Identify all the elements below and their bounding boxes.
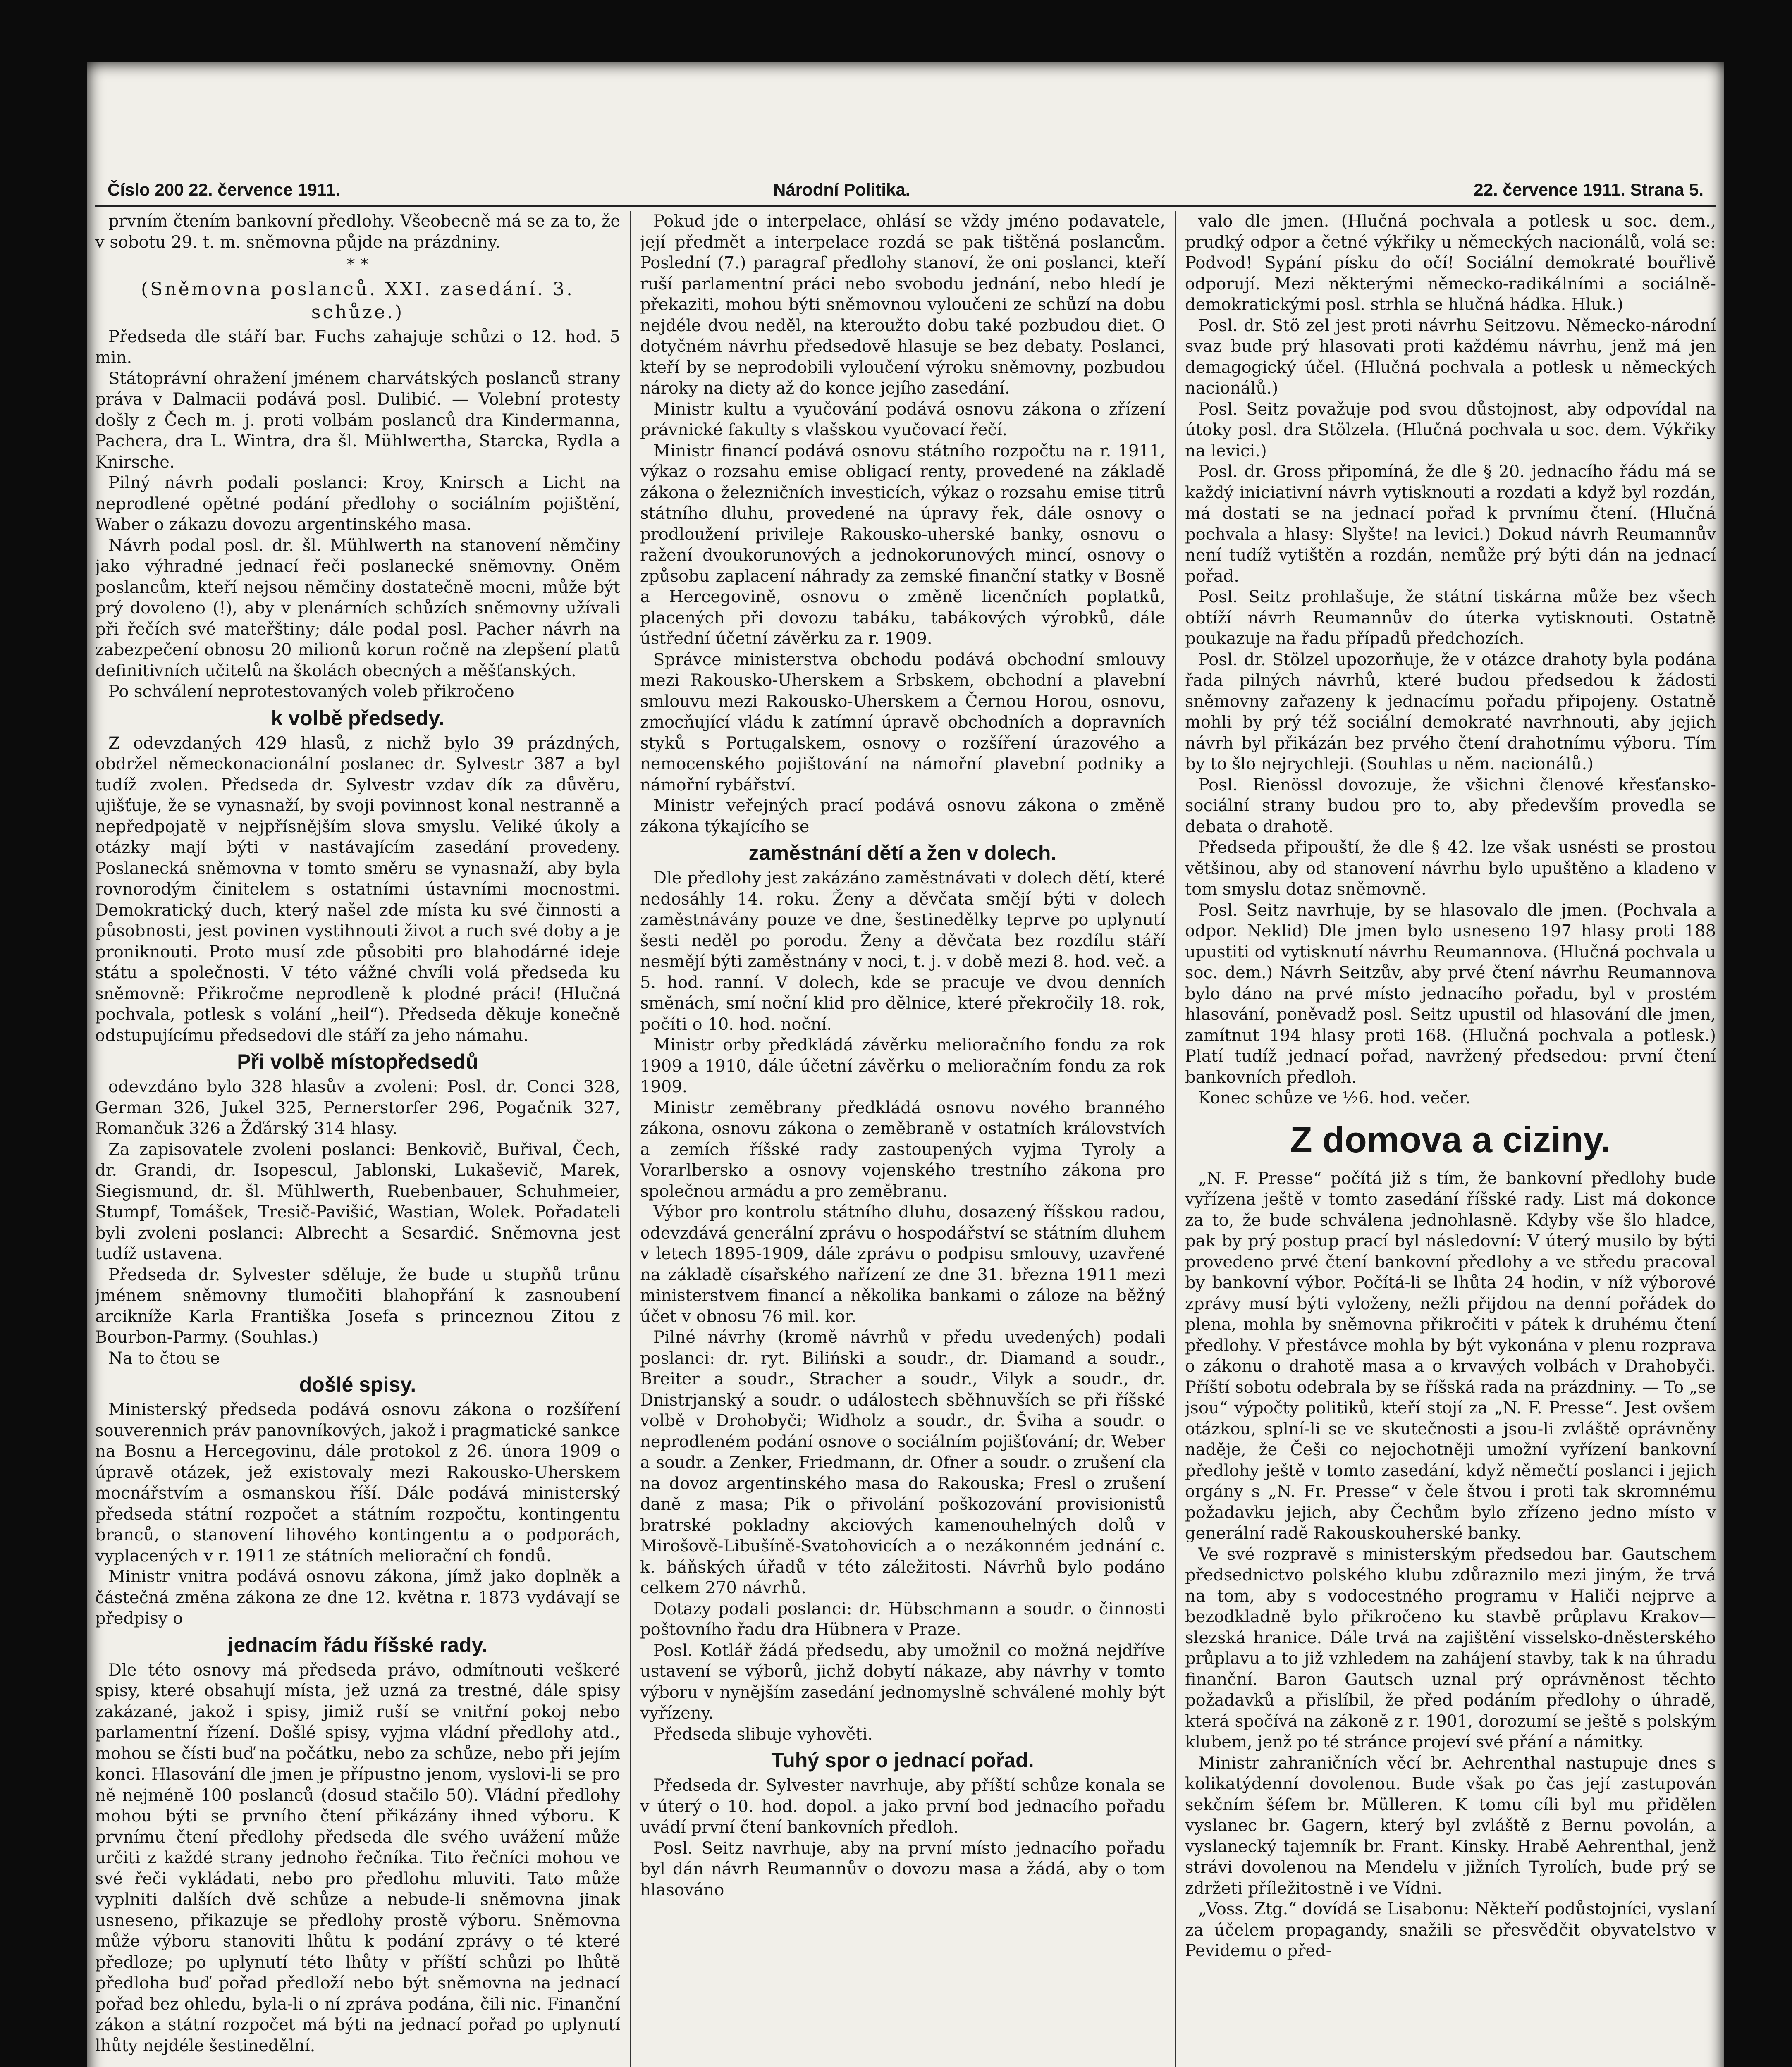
paragraph: Posl. Kotlář žádá předsedu, aby umožnil co možná nejdříve ustavení se výborů, jichž dobytí nákaze, aby návrhy v tomto výboru v nynějším zasedání jednomyslně schválené mohly být vyřízeny.	[640, 1641, 1165, 1723]
paragraph: Ministr zahraničních věcí br. Aehrenthal nastupuje dnes s kolikatýdenní dovolenou. Bude však po čas její zastupován sekčním šéfem br. Mülleren. K tomu cíli byl mu přidělen vyslanec br. Gagern, který byl zvláště z Bernu povolán, a vyslanecký tajemník br. Frant. Kinsky. Hrabě Aehrenthal, jenž strávi dovolenou na Mendelu v jižních Tyrolích, bude prý se zdržeti příležitostně i ve Vídni.	[1185, 1753, 1716, 1898]
paragraph: Posl. Rienössl dovozuje, že všichni členové křesťansko-sociální strany budou pro to, aby především provedla se debata o drahotě.	[1185, 775, 1716, 836]
masthead-title: Národní Politika.	[773, 180, 910, 199]
paragraph: Ministr kultu a vyučování podává osnovu zákona o zřízení právnické fakulty s vlašskou vyučovací řečí.	[640, 399, 1165, 439]
paragraph: Návrh podal posl. dr. šl. Mühlwerth na stanovení němčiny jako výhradné jednací řeči poslanecké sněmovny. Oněm poslancům, kteří nejsou němčiny dostatečně mocni, může být prý dovoleno (!), aby v plenárních schůzích sněmovny užívali při řečích své mateřštiny; dále podal posl. Pacher návrh na zabezpečení obnosu 20 milionů korun ročně na zlepšení platů definitivních učitelů na školách obecných a měšťanských.	[95, 536, 620, 680]
paragraph: Předseda dr. Sylvester sděluje, že bude u stupňů trůnu jménem sněmovny tlumočiti blahopřání k zasnoubení arcikníže Karla Františka Josefa s princeznou Zitou z Bourbon-Parmy. (Souhlas.)	[95, 1265, 620, 1347]
paragraph: Po schválení neprotestovaných voleb přikročeno	[108, 682, 514, 701]
section-heading: došlé spisy.	[299, 1373, 416, 1396]
paragraph: Ministr financí podává osnovu státního rozpočtu na r. 1911, výkaz o rozsahu emise obligací renty, provedené na základě zákona o železničních investicích, výkaz o rozsahu emise titrů státního dluhu, provedené na úpravy řek, dále osnovy o prodloužení privileje Rakousko-uherské banky, osnovu o ražení dvoukorunových a jednokorunových mincí, osnovy o způsobu zaplacení náhrady za zemské finanční statky v Bosně a Hercegovině, osnovu o změně licenčních poplatků, placených při dovozu tabáku, tabákových výrobků, dále ústřední účetní závěrku za r. 1909.	[640, 441, 1165, 648]
column-1	[95, 211, 620, 2067]
paragraph: Pilné návrhy (kromě návrhů v předu uvedených) podali poslanci: dr. ryt. Biliński a soudr., dr. Diamand a soudr., Breiter a soudr., Stracher a soudr., Vilyk a soudr., dr. Dnistrjanský a soudr. o událostech sběhnuvších se při říšské volbě v Drohobyči; Widholz a soudr., dr. Šviha a soudr. o neprodleném podání osnove o sociálním pojišťování; dr. Weber a soudr. a Zenker, Friedmann, dr. Ofner a soudr. o zrušení cla na dovoz argentinského masa do Rakouska; Fresl o zrušení daně z masa; Pik o přivolání poškozování provisionistů bratrské pokladny akciových kamenouhelných dolů v Mirošově-Libušíně-Svatohovicích a o nezákonném jednání c. k. báňských úřadů v této záležitosti. Návrhů bylo podáno celkem 270 návrhů.	[640, 1328, 1165, 1597]
paragraph: Předseda dr. Sylvester navrhuje, aby příští schůze konala se v úterý o 10. hod. dopol. a jako první bod jednacího pořadu uvádí první čtení bankovních předloh.	[640, 1776, 1165, 1837]
paragraph: Pokud jde o interpelace, ohlásí se vždy jméno podavatele, její předmět a interpelace rozdá se pak tištěná poslancům. Poslední (7.) paragraf předlohy stanoví, že oni poslanci, kteří ruší parlamentní práci nebo svobodu jednání, nebo hledí je překaziti, mohou býti sněmovnou vyloučeni ze schůzí na dobu nejdéle dvou neděl, na kteroužto dobu také pozbudou diet. O dotyčném návrhu předsedově hlasuje se bez debaty. Poslanci, kteří by se neprodobili vyloučení výroku sněmovny, pozbudou nároky na diety až do konce jejího zasedání.	[640, 212, 1165, 398]
paragraph: Na to čtou se	[108, 1349, 220, 1368]
paragraph: Ve své rozpravě s ministerským předsedou bar. Gautschem předsednictvo polského klubu zdůraznilo mezi jiným, že trvá na tom, aby s vodocestného programu v Haliči nejprve a bezodkladně bylo přikročeno ku stavbě průplavu Krakov—slezská hranice. Dále trvá na zajištění visselsko-dněsterského průplavu a to již vzhledem na zahájení stavby, tak k na úhradu finanční. Baron Gautsch uznal prý oprávněnost těchto požadavků a přislíbil, že před podáním předlohy o úhradě, která spočívá na zákoně z r. 1901, dorozumí se ještě s polským klubem, jenž po té stránce projeví své přání a námitky.	[1185, 1544, 1716, 1752]
paragraph: Posl. dr. Stölzel upozorňuje, že v otázce drahoty byla podána řada pilných návrhů, které budou předsedou k žádosti sněmovny zařazeny k jednacímu pořadu připojeny. Ostatně mohli by prý též sociální demokraté navrhnouti, aby jejich návrh byl přikázán bez prvého čtení drahotnímu výboru. Tím by to šlo nejrychleji. (Souhlas u něm. nacionálů.)	[1185, 650, 1716, 773]
newspaper-page	[87, 62, 1724, 2067]
paragraph: Posl. Seitz navrhuje, aby na první místo jednacího pořadu byl dán návrh Reumannův o dovozu masa a žádá, aby o tom hlasováno	[640, 1838, 1165, 1900]
section-heading: k volbě předsedy.	[271, 706, 444, 730]
paragraph: Dle předlohy jest zakázáno zaměstnávati v dolech dětí, které nedosáhly 14. roku. Ženy a děvčata smějí býti v dolech zaměstnávány pouze ve dne, šestinedělky teprve po uplynutí šesti neděl po porodu. Ženy a děvčata bez rozdílu stáří nesmějí býti zaměstnány v noci, t. j. v době mezi 8. hod. več. a 5. hod. ranní. V dolech, kde se pracuje ve dvou denních směnách, smí noční klid pro dělnice, které překročily 18. rok, počíti o 10. hod. noční.	[640, 869, 1165, 1034]
paragraph: Správce ministerstva obchodu podává obchodní smlouvy mezi Rakousko-Uherskem a Srbskem, obchodní a plavební smlouvu mezi Rakousko-Uherskem a Černou Horou, osnovu, zmocňující vládu k zatímní úpravě obchodních a dopravních styků s Portugalskem, osnovy o rozšíření úrazového a nemocenského pojištování na námořní plavební podniky a námořní rybářství.	[640, 650, 1165, 795]
column-rule	[630, 211, 631, 2067]
paragraph: Dle této osnovy má předseda právo, odmítnouti veškeré spisy, které obsahují místa, jež uzná za trestné, dále spisy zakázané, jakož i spisy, jimiž ruší se vnitřní pokoj nebo parlamentní řízení. Došlé spisy, vyjma vládní předlohy atd., mohou se čísti buď na počátku, nebo za schůze, nebo při jejím konci. Hlasování dle jmen je přípustno jenom, vyslovi-li se pro ně nejméně 100 poslanců (dosud stačilo 50). Vládní předlohy mohou býti se prvního čtení přikázány ihned výboru. K prvnímu čtení předlohy předseda dle svého uvážení může určiti z každé strany jednoho řečníka. Tito řečníci mohou ve své řeči vykládati, nebo pro předlohu mluviti. Tato může vyplniti dalších dvě schůze a nebude-li sněmovna jinak usneseno, přikazuje se předlohy prostě výboru. Sněmovna může výboru stanoviti lhůtu k podání zprávy o té které předloze; po uplynutí této lhůty v příští schůzi po lhůtě předloha buď pořad předloží nebo být sněmovna na jednací pořad bez ohledu, byla-li o ní zpráva podána, čili nic. Finanční zákon a státní rozpočet má býti na jednací pořad po uplynutí lhůty nejdéle šestinedělní.	[95, 1660, 620, 2055]
separator-stars: * *	[346, 255, 369, 274]
paragraph: odevzdáno bylo 328 hlasův a zvoleni: Posl. dr. Conci 328, German 326, Jukel 325, Pernerstorfer 296, Pogačnik 327, Romančuk 326 a Žďárský 314 hlasy.	[95, 1077, 620, 1138]
paragraph: „Voss. Ztg.“ dovídá se Lisabonu: Někteří podůstojníci, vyslaní za účelem propagandy, snažili se přesvědčit obyvatelstvo v Pevidemu o před-	[1185, 1900, 1716, 1960]
paragraph: Posl. Seitz navrhuje, by se hlasovalo dle jmen. (Pochvala a odpor. Neklid) Dle jmen bylo usneseno 197 hlasy proti 188 upustiti od vytisknutí návrhu Reumannova. (Hlučná pochvala u soc. dem.) Návrh Seitzův, aby prvé čtení návrhu Reumannova bylo dáno na prvé místo jednacího pořadu, byl v prostém hlasování, poněvadž posl. Seitz upustil od hlasování dle jmen, zamítnut 194 hlasy proti 168. (Hlučná pochvala a potlesk.) Platí tudíž jednací pořad, navržený předsedou: první čtení bankovních předloh.	[1185, 900, 1716, 1087]
paragraph: Konec schůze ve ½6. hod. večer.	[1198, 1088, 1471, 1107]
session-heading: (Sněmovna poslanců. XXI. zasedání. 3. schůze.)	[141, 278, 574, 323]
paragraph: „N. F. Presse“ počítá již s tím, že bankovní předlohy bude vyřízena ještě v tomto zasedání říšské rady. List má dokonce za to, že bude schválena jednohlasně. Kdyby vše šlo hladce, pak by prý postup prací byl následovní: V úterý musilo by býti provedeno prvé čtení bankovní předlohy a ve středu pracoval by bankovní výbor. Počítá-li se lhůta 24 hodin, v níž výborové zprávy musí býti vyloženy, nežli přijdou na denní pořádek do plena, mohla by sněmovna přikročiti v pátek k druhému čtení předlohy. V přestávce mohla by být vykonána v plenu rozprava o zákonu o drahotě masa a o krvavých volbách v Drahobyči. Příští sobotu odebrala by se říšská rada na prázdniny. — To „se jsou“ výpočty politiků, kteří stojí za „N. F. Presse“. Jest ovšem otázkou, splní-li se ve skutečnosti a jsou-li zvláště oprávněny naděje, že Češi co nejochotněji umožní vyřízení bankovní předlohy ještě v tomto zasedání, když němečtí poslanci i jejich orgány s „N. Fr. Presse“ v čele štvou i proti tak skromnému požadavku jejich, aby Čechům bylo zřízeno jedno místo v generální radě Rakouskouherské banky.	[1185, 1169, 1716, 1543]
paragraph: Z odevzdaných 429 hlasů, z nichž bylo 39 prázdných, obdržel německonacionální poslanec dr. Sylvestr 387 a byl tudíž zvolen. Předseda dr. Sylvestr vzdav dík za důvěru, ujišťuje, že se vynasnaží, by svoji povinnost konal nestranně a nepředpojatě v nejpřísnějším slova smyslu. Veliké úkoly a otázky mají býti v nastávajícím zasedání provedeny. Poslanecká sněmovna v tomto směru se vynasnaží, aby byla rovnorodým činitelem s ostatními ústavními mocnostmi. Demokratický duch, který našel zde místa ku své činnosti a působnosti, jest povinen vystihnouti život a ruch své doby a je proniknouti. Proto musí zde působiti pro blahodárné ideje státu a společnosti. V této vážné chvíli volá předseda ku sněmovně: Přikročme neprodleně k plodné práci! (Hlučná pochvala, potlesk s volání „heil“). Předseda děkuje konečně odstupujícímu předsedovi dle stáří za jeho námahu.	[95, 733, 620, 1045]
paragraph: Státoprávní ohražení jménem charvátských poslanců strany práva v Dalmacii podává posl. Dulibić. — Volební protesty došly z Čech m. j. proti volbám poslanců dra Kindermanna, Pachera, dra L. Wintra, dra šl. Mühlwertha, Starcka, Rydla a Knirsche.	[95, 369, 620, 472]
paragraph: Pilný návrh podali poslanci: Kroy, Knirsch a Licht na neprodlené opětné podání předlohy o sociálním pojištění, Waber o zákazu dovozu argentinského masa.	[95, 473, 620, 534]
paragraph: prvním čtením bankovní předlohy. Všeobecně má se za to, že v sobotu 29. t. m. sněmovna půjde na prázdniny.	[95, 212, 620, 252]
paragraph: Ministr veřejných prací podává osnovu zákona o změně zákona týkajícího se	[640, 796, 1165, 836]
paragraph: Ministr orby předkládá závěrku meliоračního fondu za rok 1909 a 1910, dále účetní závěrku o melioračním fondu za rok 1909.	[640, 1036, 1165, 1096]
paragraph: Posl. dr. Stö zel jest proti návrhu Seitzovu. Německo-národní svaz bude prý hlasovati proti každému návrhu, jenž má jen demagogický účel. (Hlučná pochvala a potlesk u německých nacionálů.)	[1185, 316, 1716, 398]
paragraph: Ministerský předseda podává osnovu zákona o rozšíření souverennich práv panovníkových, jakož i pragmatické sankce na Bosnu a Hercegovinu, dále protokol z 26. února 1909 o úpravě otázek, jež existovaly mezi Rakousko-Uherskem mocnářstvím a osmanskou říší. Dále podává ministerský předseda státní rozpočet a státním rozpočtu, kontingentu branců, o stanovení lihového kontingentu a o podporách, vyplacených v r. 1911 ze státních meliorační ch fondů.	[95, 1400, 620, 1566]
page-header	[95, 180, 1716, 207]
paragraph: Předseda dle stáří bar. Fuchs zahajuje schůzi o 12. hod. 5 min.	[95, 327, 620, 367]
rubric-heading: Z domova a ciziny.	[1290, 1119, 1611, 1160]
column-2	[640, 211, 1165, 2067]
column-3	[1185, 211, 1716, 2067]
section-heading: jednacím řádu říšské rady.	[228, 1633, 487, 1656]
section-heading: zaměstnání dětí a žen v dolech.	[748, 841, 1057, 864]
columns	[95, 211, 1716, 2067]
paragraph: Ministr vnitra podává osnovu zákona, jímž jako doplněk a částečná změna zákona ze dne 12. května r. 1873 vydávají se předpisy o	[95, 1567, 620, 1628]
paragraph: Za zapisovatele zvoleni poslanci: Benkovič, Buřival, Čech, dr. Grandi, dr. Isopescul, Jablonski, Lukaševič, Marek, Siegismund, dr. šl. Mühlwerth, Ruebenbauer, Schuhmeier, Stumpf, Tomášek, Tresič-Pavišić, Wastian, Wolek. Pořadateli byli zvoleni poslanci: Albrecht a Sesardić. Sněmovna jest tudíž ustavena.	[95, 1140, 620, 1263]
paragraph: Předseda připouští, že dle § 42. lze však usnésti se prostou většinou, aby od stanovení návrhu bylo upuštěno a kladeno v tom smyslu dotaz sněmovně.	[1185, 838, 1716, 899]
paragraph: Předseda slibuje vyhověti.	[653, 1724, 873, 1744]
paragraph: Posl. dr. Gross připomíná, že dle § 20. jednacího řádu má se každý iniciativní návrh vytisknouti a rozdati a když byl rozdán, má dostati se na jednací pořad k prvnímu čtení. (Hlučná pochvala a hlasy: Slyšte! na levici.) Dokud návrh Reumannův není tudíž vytištěn a rozdán, nemůže prý býti dán na jednací pořad.	[1185, 462, 1716, 586]
section-heading: Tuhý spor o jednací pořad.	[771, 1749, 1034, 1772]
paragraph: Dotazy podali poslanci: dr. Hübschmann a soudr. o činnosti poštovního řadu dra Hübnera v Praze.	[640, 1599, 1165, 1639]
paragraph: Výbor pro kontrolu státního dluhu, dosazený říšskou radou, odevzdává generální zprávu o hospodářství se státním dluhem v letech 1895-1909, dále zprávu o podpisu smlouvy, uzavřené na základě císařského nařízení ze dne 31. března 1911 mezi ministerstvem financí a několika bankami o záloze na běžný účet v obnosu 76 mil. kor.	[640, 1203, 1165, 1326]
paragraph: valo dle jmen. (Hlučná pochvala a potlesk u soc. dem., prudký odpor a četné výkřiky u německých nacionálů, volá se: Podvod! Sypání písku do očí! Sociální demokraté bouřlivě odporují. Mezi některými německo-radikálními a sociálně-demokratickými posl. strhla se hlučná hádka. Hluk.)	[1185, 212, 1716, 314]
section-heading: Při volbě místopředsedů	[237, 1050, 478, 1073]
column-rule	[1175, 211, 1176, 2067]
issue-date-right: 22. července 1911. Strana 5.	[1474, 180, 1704, 199]
paragraph: Posl. Seitz považuje pod svou důstojnost, aby odpovídal na útoky posl. dra Stölzela. (Hlučná pochvala u soc. dem. Výkřiky na levici.)	[1185, 399, 1716, 461]
paragraph: Posl. Seitz prohlašuje, že státní tiskárna může bez všech obtíží návrh Reumannův do úterka vytisknouti. Ostatně poukazuje na řadu případů předchozích.	[1185, 587, 1716, 648]
paragraph: Ministr zeměbrany předkládá osnovu nového branného zákona, osnovu zákona o zeměbraně v ostatních královstvích a zemích říšské rady zastoupených vyjma Tyroly a Vorarlbersko a osnovy vojenského trestního zákona pro společnou armádu a pro zeměbranu.	[640, 1098, 1165, 1201]
issue-date-left: Číslo 200 22. července 1911.	[108, 180, 340, 199]
